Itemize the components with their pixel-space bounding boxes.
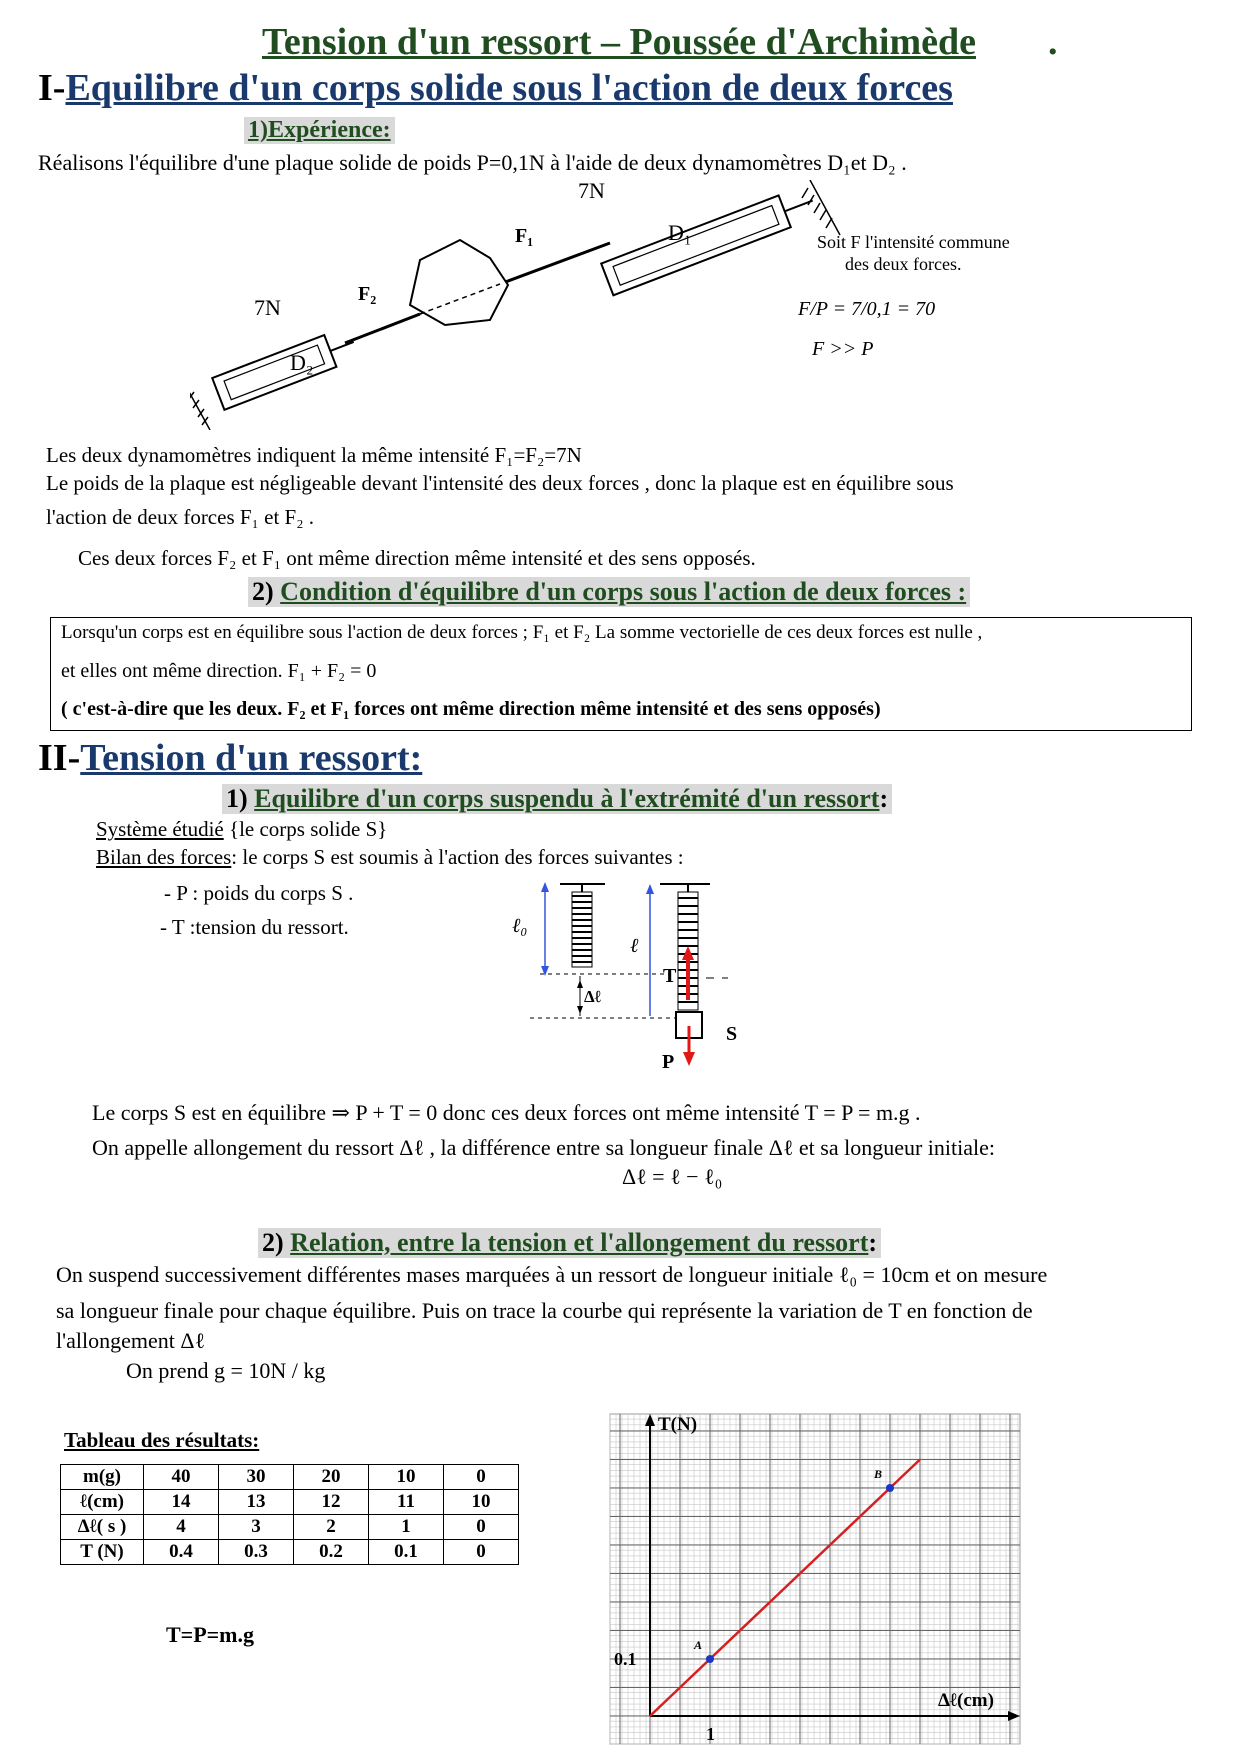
section1-sub2 <box>248 577 970 607</box>
data-point-b <box>886 1484 894 1492</box>
section2-heading <box>38 736 422 780</box>
relation-line3: l'allongement Δℓ <box>56 1328 206 1353</box>
section2-title: Tension d'un ressort: <box>80 737 423 779</box>
y-axis-label: T(N) <box>658 1414 698 1435</box>
table-row <box>61 1465 519 1490</box>
table-cell: 10 <box>369 1465 444 1490</box>
section1-sub2-number: 2) <box>252 577 274 606</box>
section2-sub1-colon: : <box>879 784 889 813</box>
table-row-header: m(g) <box>61 1465 144 1490</box>
p-label: P <box>662 1051 675 1072</box>
table-row-header: T (N) <box>61 1540 144 1565</box>
table-title: Tableau des résultats: <box>64 1428 260 1452</box>
d2-reading: 7N <box>254 295 281 320</box>
x-axis-label: Δℓ(cm) <box>938 1690 994 1711</box>
bilan-line <box>96 844 684 870</box>
section2-sub2-title: Relation, entre la tension et l'allongement du ressort <box>290 1228 869 1257</box>
spring-figure <box>500 872 780 1072</box>
section2-sub1-title: Equilibre d'un corps suspendu à l'extrémité d'un ressort <box>254 784 880 813</box>
allongement-line: On appelle allongement du ressort Δℓ , la différence entre sa longueur finale Δℓ et sa longueur initiale: <box>92 1135 995 1160</box>
table-row <box>61 1540 519 1565</box>
section1-number: I- <box>38 67 66 109</box>
spring-left <box>572 892 592 967</box>
table-cell: 40 <box>144 1465 219 1490</box>
table-row-header: Δℓ( s ) <box>61 1515 144 1540</box>
ratio-formula: F/P = 7/0,1 = 70 <box>798 298 936 320</box>
table-cell: 3 <box>219 1515 294 1540</box>
section2-sub2-colon: : <box>868 1228 878 1257</box>
table-cell: 10 <box>444 1490 519 1515</box>
dynamometer-d1 <box>601 185 819 296</box>
t-label: T <box>663 965 677 987</box>
section2-sub2 <box>258 1228 881 1258</box>
relation-line2: sa longueur finale pour chaque équilibre. Puis on trace la courbe qui représente la variation de T en fonction de <box>56 1298 1033 1323</box>
formula-tpmg: T=P=m.g <box>166 1622 255 1647</box>
data-point-a <box>706 1655 714 1663</box>
force-p: - P : poids du corps S . <box>164 881 354 905</box>
table-cell: 12 <box>294 1490 369 1515</box>
d1-label: D₁ <box>668 220 692 245</box>
data-point-label-a: A <box>694 1638 703 1652</box>
section1-heading <box>38 66 953 110</box>
table-cell: 1 <box>369 1515 444 1540</box>
table-cell: 0 <box>444 1465 519 1490</box>
title-period: . <box>1048 21 1058 63</box>
section2-sub1-number: 1) <box>226 784 248 813</box>
y-tick-label: 0.1 <box>614 1649 637 1669</box>
d1-reading: 7N <box>578 180 605 203</box>
results-table <box>60 1464 519 1565</box>
systeme-line <box>96 816 387 842</box>
box-line2: et elles ont même direction. F₁ + F₂ = 0 <box>61 660 377 682</box>
compare-formula: F >> P <box>812 338 874 360</box>
section2-sub2-number: 2) <box>262 1228 284 1257</box>
obs-line4: Ces deux forces F₂ et F₁ ont même direction même intensité et des sens opposés. <box>78 546 756 570</box>
tension-chart <box>600 1406 1040 1746</box>
s-label: S <box>726 1023 738 1045</box>
note-line2: des deux forces. <box>845 254 962 274</box>
systeme-value: {le corps solide S} <box>228 817 388 841</box>
table-cell: 0 <box>444 1515 519 1540</box>
x-tick-label: 1 <box>706 1724 715 1744</box>
table-cell: 4 <box>144 1515 219 1540</box>
plate-shape <box>410 240 508 325</box>
section1-title: Equilibre d'un corps solide sous l'action de deux forces <box>65 67 953 109</box>
dynamometer-d2 <box>212 326 360 410</box>
obs-line3: l'action de deux forces F₁ et F₂ . <box>46 505 315 529</box>
section1-intro: Réalisons l'équilibre d'une plaque solide de poids P=0,1N à l'aide de deux dynamomètres D₁et D₂ . <box>38 150 907 175</box>
allongement-formula: Δℓ = ℓ − ℓ₀ <box>622 1164 723 1189</box>
condition-box <box>50 617 1192 731</box>
page-title: Tension d'un ressort – Poussée d'Archimède <box>262 21 976 63</box>
systeme-label: Système étudié <box>96 817 224 841</box>
f1-label: F₁ <box>515 225 534 247</box>
g-line: On prend g = 10N / kg <box>126 1358 326 1383</box>
table-cell: 30 <box>219 1465 294 1490</box>
table-row-header: ℓ(cm) <box>61 1490 144 1515</box>
dl-label: Δℓ <box>584 987 602 1006</box>
l-label: ℓ <box>630 935 639 957</box>
table-cell: 0.4 <box>144 1540 219 1565</box>
obs-line2: Le poids de la plaque est négligeable devant l'intensité des deux forces , donc la plaque est en équilibre sous <box>46 471 954 495</box>
bilan-value: : le corps S est soumis à l'action des forces suivantes : <box>231 845 684 869</box>
note-line1: Soit F l'intensité commune <box>817 232 1010 252</box>
box-line3: ( c'est-à-dire que les deux. F₂ et F₁ forces ont même direction même intensité et des sens opposés) <box>61 698 881 720</box>
section2-number: II- <box>38 737 81 779</box>
force-p-text: P : poids du corps S . <box>176 881 354 905</box>
table-cell: 2 <box>294 1515 369 1540</box>
table-row <box>61 1490 519 1515</box>
relation-line1: On suspend successivement différentes mases marquées à un ressort de longueur initiale ℓ₀ = 10cm et on mesure <box>56 1262 1048 1287</box>
table-cell: 11 <box>369 1490 444 1515</box>
l0-label: ℓ₀ <box>512 915 528 937</box>
section2-sub1 <box>222 784 892 814</box>
obs-line1: Les deux dynamomètres indiquent la même intensité F₁=F₂=7N <box>46 443 582 467</box>
dynamometer-figure <box>190 180 1070 430</box>
table-row <box>61 1515 519 1540</box>
equilibrium-line: Le corps S est en équilibre ⇒ P + T = 0 donc ces deux forces ont même intensité T = P = m.g . <box>92 1100 921 1125</box>
d2-label: D₂ <box>290 350 314 375</box>
table-cell: 13 <box>219 1490 294 1515</box>
bilan-label: Bilan des forces <box>96 845 232 869</box>
table-cell: 0.2 <box>294 1540 369 1565</box>
force-t: - T :tension du ressort. <box>160 915 349 939</box>
f2-label: F₂ <box>358 283 377 305</box>
table-cell: 14 <box>144 1490 219 1515</box>
force-t-text: T :tension du ressort. <box>171 915 349 939</box>
table-cell: 20 <box>294 1465 369 1490</box>
section1-sub2-title: Condition d'équilibre d'un corps sous l'action de deux forces : <box>280 577 967 606</box>
data-point-label-b: B <box>874 1467 883 1481</box>
table-cell: 0 <box>444 1540 519 1565</box>
section1-sub1: 1)Expérience: <box>244 117 395 144</box>
table-cell: 0.1 <box>369 1540 444 1565</box>
box-line1: Lorsqu'un corps est en équilibre sous l'action de deux forces ; F₁ et F₂ La somme vectorielle de ces deux forces est nulle , <box>61 622 983 643</box>
table-cell: 0.3 <box>219 1540 294 1565</box>
